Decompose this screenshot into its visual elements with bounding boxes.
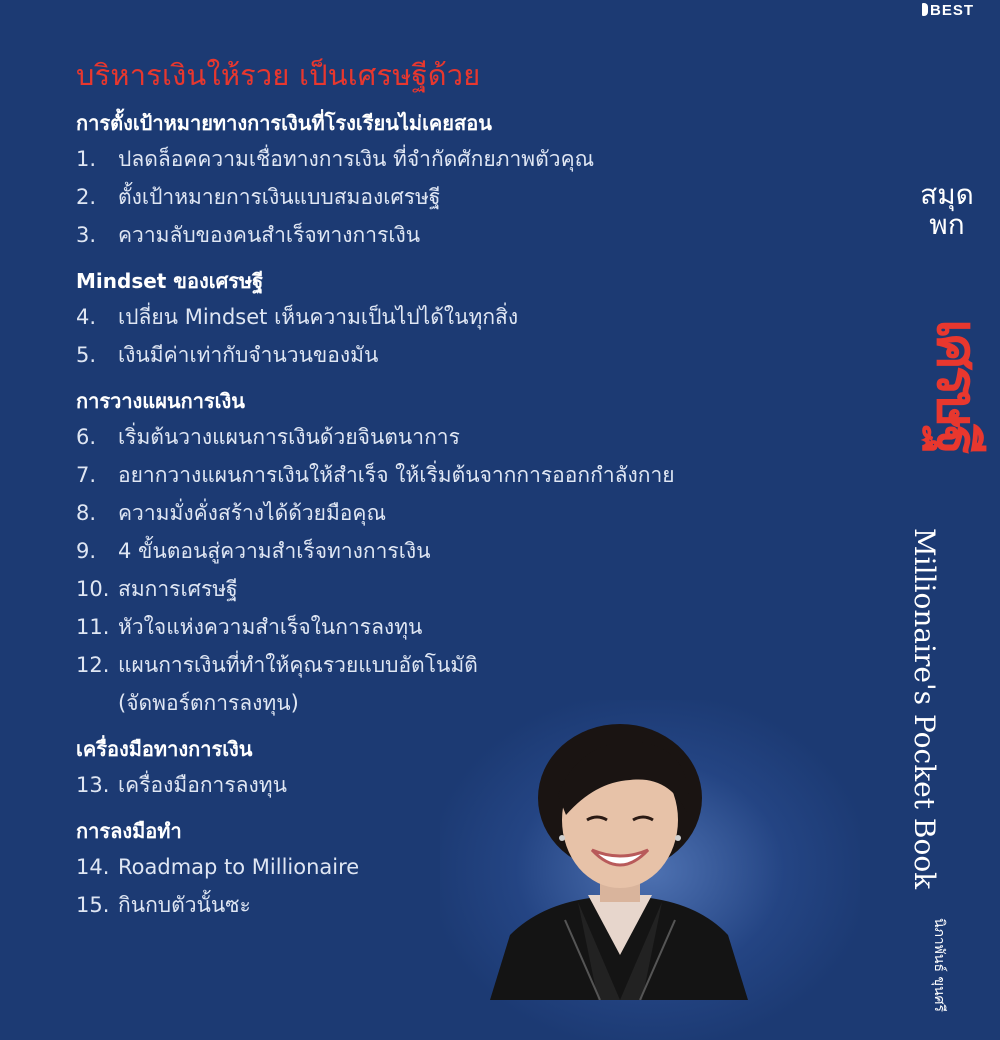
item-number: 10.: [76, 577, 110, 601]
section-mindset: [76, 264, 766, 374]
item-number: 2.: [76, 185, 97, 209]
spine-title-main: เศรษฐี: [924, 318, 989, 452]
item-number: 6.: [76, 425, 97, 449]
item-number: 11.: [76, 615, 110, 639]
section-financial-planning: [76, 384, 766, 722]
list-item: [76, 336, 766, 374]
item-text: ความลับของคนสำเร็จทางการเงิน: [118, 223, 421, 247]
item-text: ตั้งเป้าหมายการเงินแบบสมองเศรษฐี: [118, 185, 441, 209]
item-text: แผนการเงินที่ทำให้คุณรวยแบบอัตโนมัติ: [118, 653, 478, 677]
list-item: [76, 216, 766, 254]
item-text: 4 ขั้นตอนสู่ความสำเร็จทางการเงิน: [118, 539, 431, 563]
item-number: 13.: [76, 773, 110, 797]
page-heading: บริหารเงินให้รวย เป็นเศรษฐีด้วย: [76, 58, 481, 92]
section-title: การวางแผนการเงิน: [76, 389, 245, 413]
spine-title-small: [902, 180, 992, 240]
item-number: 3.: [76, 223, 97, 247]
item-number: 12.: [76, 653, 110, 677]
item-text: อยากวางแผนการเงินให้สำเร็จ ให้เริ่มต้นจากการออกกำลังกาย: [118, 463, 675, 487]
list-item: [76, 418, 766, 456]
section-title: การลงมือทำ: [76, 819, 182, 843]
item-text: เครื่องมือการลงทุน: [118, 773, 287, 797]
item-number: 8.: [76, 501, 97, 525]
list-item: [76, 570, 766, 608]
list-item: [76, 456, 766, 494]
item-number: 4.: [76, 305, 97, 329]
list-item: [76, 298, 766, 336]
item-number: 5.: [76, 343, 97, 367]
spine-english-title: Millionaire's Pocket Book: [908, 528, 941, 890]
item-number: 7.: [76, 463, 97, 487]
item-text: กินกบตัวนั้นซะ: [118, 893, 251, 917]
item-text: เงินมีค่าเท่ากับจำนวนของมัน: [118, 343, 379, 367]
item-text: (จัดพอร์ตการลงทุน): [118, 691, 299, 715]
item-text: ปลดล็อคความเชื่อทางการเงิน ที่จำกัดศักยภาพตัวคุณ: [118, 147, 595, 171]
item-text: หัวใจแห่งความสำเร็จในการลงทุน: [118, 615, 423, 639]
list-item: [76, 532, 766, 570]
publisher-logo: [922, 2, 974, 19]
list-item: [76, 140, 766, 178]
item-text: Roadmap to Millionaire: [118, 855, 360, 879]
list-item-continuation: [76, 684, 766, 722]
section-title: การตั้งเป้าหมายทางการเงินที่โรงเรียนไม่เคยสอน: [76, 111, 492, 135]
spine-title-line2: พก: [929, 208, 965, 241]
item-number: 15.: [76, 893, 110, 917]
item-number: 14.: [76, 855, 110, 879]
publisher-mark-icon: [922, 3, 928, 16]
section-title: เครื่องมือทางการเงิน: [76, 737, 253, 761]
author-portrait: [470, 720, 770, 1000]
list-item: [76, 608, 766, 646]
item-text: เปลี่ยน Mindset เห็นความเป็นไปได้ในทุกสิ่ง: [118, 305, 519, 329]
list-item: [76, 646, 766, 684]
spine-author: นิภาพันธ์ ขุนศรี: [931, 918, 947, 1013]
item-number: 9.: [76, 539, 97, 563]
item-number: 1.: [76, 147, 97, 171]
spine-title-line1: สมุด: [920, 178, 974, 211]
section-title: Mindset ของเศรษฐี: [76, 269, 264, 293]
item-text: สมการเศรษฐี: [118, 577, 238, 601]
publisher-name: BEST: [929, 2, 974, 19]
list-item: [76, 494, 766, 532]
item-text: ความมั่งคั่งสร้างได้ด้วยมือคุณ: [118, 501, 386, 525]
item-text: เริ่มต้นวางแผนการเงินด้วยจินตนาการ: [118, 425, 460, 449]
section-goal-setting: [76, 106, 766, 254]
list-item: [76, 178, 766, 216]
